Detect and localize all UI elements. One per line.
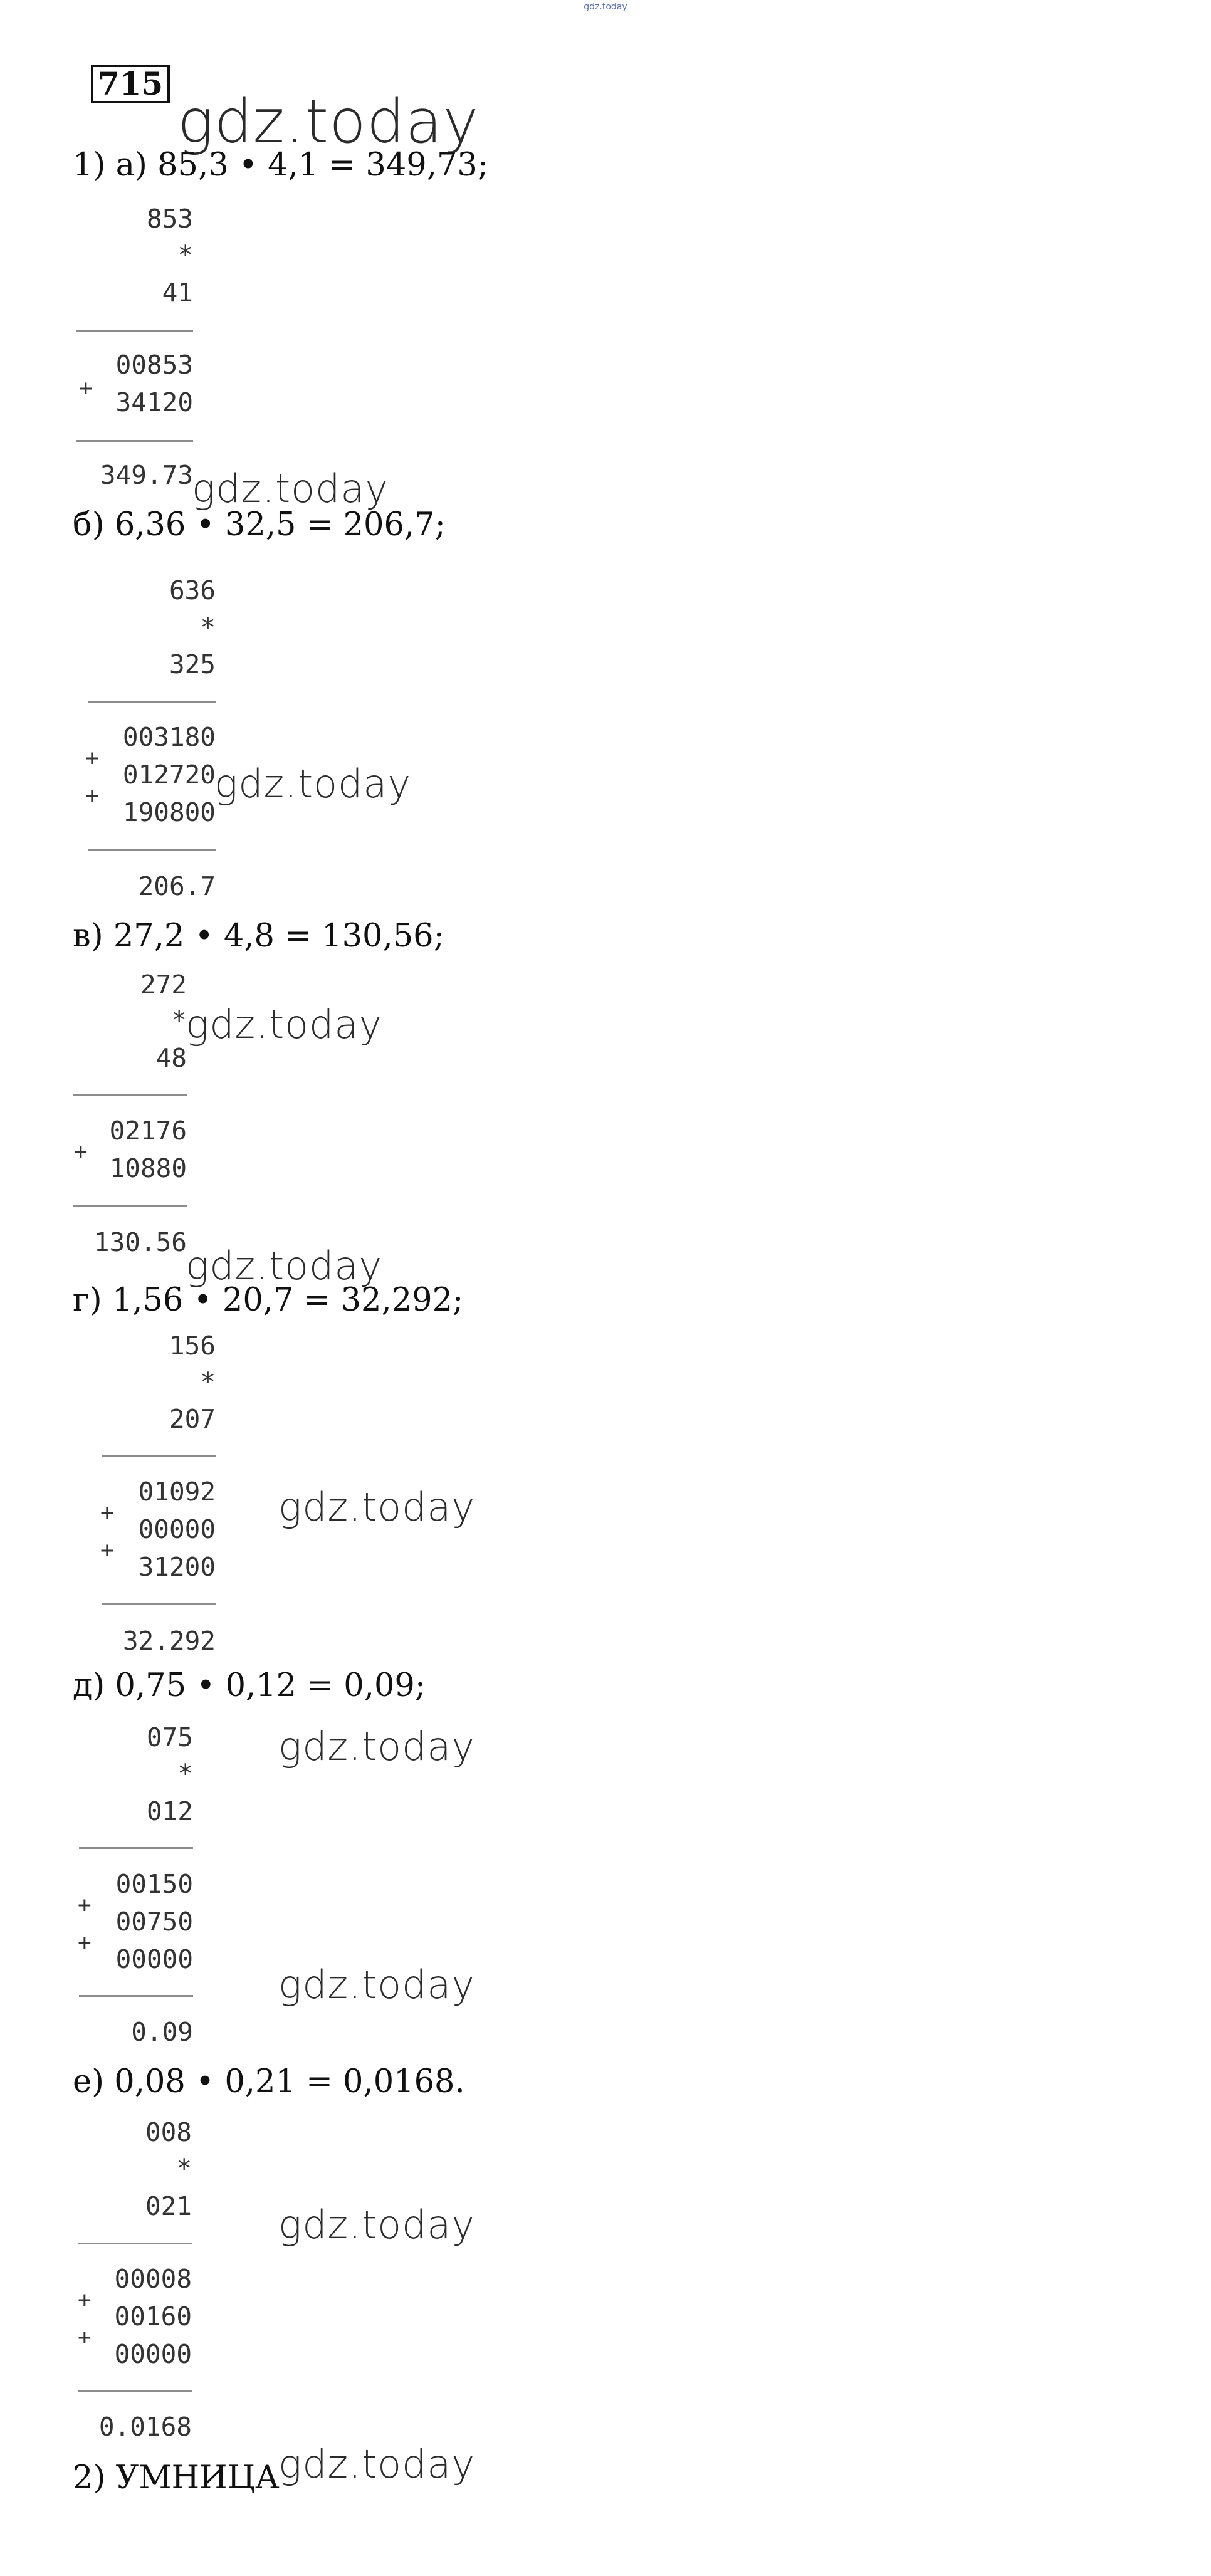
partial-product: 00150: [115, 1869, 193, 1899]
factor2: 48: [155, 1043, 187, 1073]
product-result: 0.0168: [98, 2412, 192, 2442]
factor1: 272: [140, 970, 187, 1000]
divider-line: [73, 1094, 187, 1096]
partial-product: 00750: [115, 1907, 193, 1937]
plus-sign: +: [78, 1892, 92, 1918]
factor2: 207: [169, 1404, 216, 1434]
divider-line: [78, 2390, 192, 2392]
divider-line: [88, 701, 216, 703]
product-result: 0.09: [131, 2017, 193, 2047]
factor2: 325: [169, 649, 216, 679]
divider-line: [79, 1847, 193, 1849]
plus-sign: +: [78, 2287, 92, 2313]
equation-b: б) 6,36 • 32,5 = 206,7;: [73, 506, 446, 543]
divider-line: [102, 1455, 216, 1457]
divider-line: [102, 1603, 216, 1605]
multiply-sign: *: [176, 2154, 192, 2184]
factor1: 075: [146, 1722, 193, 1752]
divider-line: [76, 330, 193, 332]
divider-line: [76, 440, 193, 442]
plus-sign: +: [78, 2325, 92, 2350]
multiply-sign: *: [177, 240, 193, 270]
site-label[interactable]: gdz.today: [584, 2, 627, 12]
watermark: gdz.today: [214, 761, 412, 807]
equation-text: а) 85,3 • 4,1 = 349,73;: [115, 147, 489, 184]
partial-product: 00000: [114, 2339, 192, 2369]
factor2: 021: [145, 2191, 192, 2221]
problem-number: 715: [91, 65, 170, 103]
plus-sign: +: [100, 1537, 114, 1563]
equation-d: г) 1,56 • 20,7 = 32,292;: [73, 1282, 464, 1319]
plus-sign: +: [74, 1139, 88, 1165]
plus-sign: +: [100, 1500, 114, 1526]
product-result: 130.56: [93, 1227, 187, 1257]
watermark: gdz.today: [186, 1002, 383, 1047]
plus-sign: +: [85, 783, 99, 809]
multiply-sign: *: [177, 1759, 193, 1789]
watermark: gdz.today: [186, 1243, 383, 1289]
multiply-sign: *: [200, 1367, 216, 1397]
equation-c: в) 27,2 • 4,8 = 130,56;: [73, 918, 444, 955]
plus-sign: +: [85, 745, 99, 771]
equation-e: д) 0,75 • 0,12 = 0,09;: [73, 1667, 426, 1704]
divider-line: [78, 2243, 192, 2244]
partial-product: 00008: [114, 2264, 192, 2294]
factor2: 012: [146, 1796, 193, 1826]
factor2: 41: [162, 278, 193, 308]
divider-line: [79, 1995, 193, 1997]
partial-product: 190800: [122, 797, 216, 827]
factor1: 853: [146, 204, 193, 234]
factor1: 008: [145, 2117, 192, 2147]
part1-label: 1): [73, 147, 106, 184]
multiply-sign: *: [200, 612, 216, 642]
partial-product: 00853: [115, 350, 193, 380]
equation-a: [73, 147, 488, 184]
watermark: gdz.today: [278, 1484, 476, 1530]
equation-f: е) 0,08 • 0,21 = 0,0168.: [73, 2063, 465, 2100]
partial-product: 00160: [114, 2301, 192, 2332]
watermark: gdz.today: [278, 1724, 476, 1769]
partial-product: 012720: [122, 760, 216, 790]
watermark: gdz.today: [278, 1962, 476, 2008]
partial-product: 01092: [138, 1477, 216, 1507]
partial-product: 02176: [109, 1116, 187, 1146]
partial-product: 10880: [109, 1153, 187, 1183]
partial-product: 00000: [115, 1944, 193, 1974]
partial-product: 31200: [138, 1552, 216, 1582]
product-result: 32.292: [122, 1626, 216, 1656]
watermark: gdz.today: [177, 86, 480, 157]
factor1: 636: [169, 575, 216, 605]
partial-product: 34120: [115, 387, 193, 417]
watermark: gdz.today: [278, 2202, 476, 2248]
factor1: 156: [169, 1331, 216, 1361]
divider-line: [88, 849, 216, 851]
partial-product: 00000: [138, 1514, 216, 1544]
watermark: gdz.today: [192, 466, 389, 511]
divider-line: [73, 1205, 187, 1207]
plus-sign: +: [78, 1930, 92, 1956]
plus-sign: +: [79, 375, 93, 401]
partial-product: 003180: [122, 722, 216, 752]
product-result: 349.73: [100, 460, 193, 490]
watermark: gdz.today: [278, 2441, 476, 2487]
multiply-sign: *: [171, 1005, 187, 1035]
product-result: 206.7: [138, 871, 216, 901]
part2-answer: 2) УМНИЦА: [73, 2459, 280, 2496]
